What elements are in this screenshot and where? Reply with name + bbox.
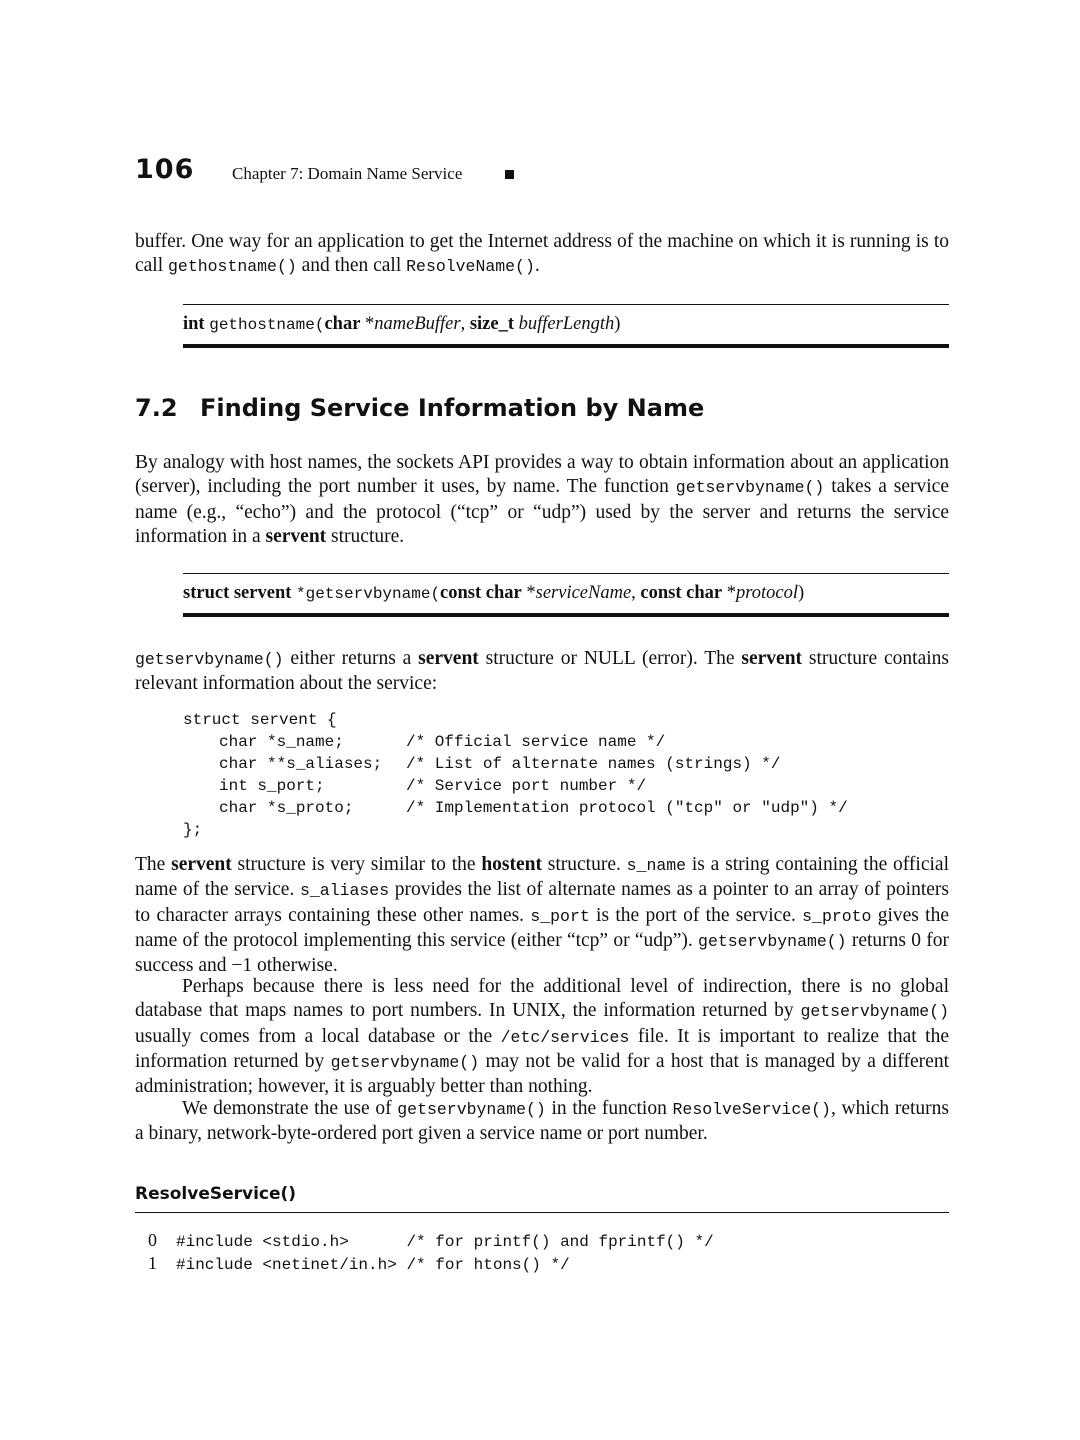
code-text: s_name: [626, 856, 687, 875]
code-line: struct servent {: [183, 711, 337, 729]
code-text: /etc/services: [500, 1027, 630, 1047]
code-text: ResolveName(): [406, 257, 535, 277]
text: is the port of the service.: [589, 904, 803, 926]
keyword: int: [183, 314, 205, 334]
text: buffer. One way for an application to get the Internet address of the machine on which it is running is to call: [135, 231, 949, 277]
text: either returns a: [283, 648, 419, 669]
code-text: s_port: [530, 906, 590, 926]
parameter-name: serviceName: [535, 583, 632, 603]
code-text: getservbyname(): [330, 1052, 480, 1072]
text: ,: [460, 314, 470, 334]
text: We demonstrate the use of: [182, 1098, 398, 1119]
section-title: Finding Service Information by Name: [200, 394, 705, 422]
rule-bottom: [183, 613, 949, 617]
keyword: struct servent: [183, 583, 292, 603]
code-comment: /* Official service name */: [406, 733, 666, 751]
code-text: ResolveService(): [672, 1100, 831, 1119]
code-comment: /* Implementation protocol ("tcp" or "udp") */: [406, 799, 848, 817]
function-name: *getservbyname(: [296, 585, 441, 603]
bold-term: servent: [418, 648, 479, 669]
paragraph-1: [135, 451, 949, 549]
line-number: 1: [148, 1253, 157, 1273]
function-name: gethostname(: [209, 316, 325, 334]
text: structure is very similar to the: [231, 854, 482, 875]
text: gives the name of the protocol implementing this service (either “tcp” or “udp”).: [135, 904, 949, 951]
code-text: s_proto: [802, 906, 872, 926]
listing-title: ResolveService(): [135, 1184, 297, 1204]
listing-rule: [135, 1212, 949, 1213]
text: in the function: [545, 1098, 673, 1119]
parameter-name: nameBuffer: [374, 314, 461, 334]
paragraph-5: [135, 1097, 949, 1147]
paragraph-3: [135, 853, 949, 978]
listing-line: [148, 1253, 570, 1275]
code-comment: /* List of alternate names (strings) */: [406, 755, 781, 773]
text: is a string containing the official name of the service.: [135, 854, 949, 901]
keyword: const char: [440, 583, 522, 603]
code-text: getservbyname(): [800, 1002, 949, 1022]
text: *: [722, 583, 736, 603]
code-decl: char **s_aliases;: [219, 755, 383, 773]
bold-term: servent: [741, 648, 803, 669]
code-decl: int s_port;: [219, 777, 325, 795]
code-line: };: [183, 821, 203, 839]
text: usually comes from a local database or the: [135, 1025, 501, 1047]
code-decl: char *s_name;: [219, 733, 344, 751]
keyword: size_t: [469, 314, 515, 334]
text: .: [534, 255, 540, 277]
text: provides the list of alternate names as a pointer to an array of pointers to character arrays containing these other names.: [135, 879, 949, 926]
code-text: getservbyname(): [397, 1100, 546, 1119]
text: ): [614, 314, 621, 334]
rule-bottom: [183, 344, 949, 348]
section-number: 7.2: [135, 394, 178, 422]
bold-term: servent: [171, 854, 232, 875]
text: The: [135, 854, 172, 875]
text: ): [798, 583, 805, 603]
text: may not be valid for a host that is managed by a different administration; however, it is arguably better than nothing.: [135, 1050, 949, 1098]
page-number: 106: [135, 154, 195, 185]
code-text: s_aliases: [299, 881, 390, 901]
keyword: char: [324, 314, 361, 334]
gethostname-prototype: [183, 314, 620, 335]
code-comment: /* Service port number */: [406, 777, 647, 795]
text: structure contains relevant information about the service:: [135, 648, 949, 695]
code-text: getservbyname(): [698, 931, 847, 951]
text: *: [360, 314, 375, 334]
text: and then call: [296, 255, 407, 277]
page-header: [135, 154, 955, 194]
code-text: getservbyname(): [675, 478, 825, 498]
text: takes a service name (e.g., “echo”) and the protocol (“tcp” or “udp”) used by the server and returns the service information in a: [135, 476, 949, 547]
text: *: [521, 583, 536, 603]
line-code: #include <netinet/in.h> /* for htons() */: [176, 1256, 570, 1274]
bold-term: hostent: [481, 854, 542, 875]
listing-line: [148, 1230, 714, 1252]
parameter-name: bufferLength: [518, 314, 615, 334]
keyword: const char: [640, 583, 723, 603]
text: returns 0 for success and −1 otherwise.: [135, 929, 949, 977]
text: structure or NULL (error). The: [478, 648, 742, 669]
text: ,: [631, 583, 641, 603]
getservbyname-prototype: [183, 583, 804, 604]
text: Perhaps because there is less need for the additional level of indirection, there is no global database that maps names to port numbers. In UNIX, the information returned by: [135, 976, 949, 1022]
text: file. It is important to realize that the information returned by: [135, 1025, 949, 1072]
section-heading: [135, 394, 704, 422]
paragraph-4: [135, 975, 949, 1099]
code-text: getservbyname(): [135, 650, 284, 669]
line-number: 0: [148, 1230, 157, 1250]
bold-term: servent: [265, 525, 327, 547]
running-head: Chapter 7: Domain Name Service: [232, 164, 463, 183]
rule-top: [183, 304, 949, 305]
intro-paragraph: [135, 230, 949, 280]
parameter-name: protocol: [736, 583, 799, 603]
getservbyname-prototype-box: [183, 573, 949, 633]
square-bullet-icon: [505, 170, 514, 179]
gethostname-prototype-box: [183, 304, 949, 364]
text: , which returns a binary, network-byte-ordered port given a service name or port number.: [135, 1098, 949, 1145]
text: structure.: [326, 525, 405, 547]
rule-top: [183, 573, 949, 574]
text: structure.: [541, 854, 627, 875]
text: By analogy with host names, the sockets API provides a way to obtain information about an application (server), including the port number it uses, by name. The function: [135, 452, 949, 498]
code-text: gethostname(): [168, 257, 297, 277]
paragraph-2: [135, 647, 949, 697]
line-code: #include <stdio.h> /* for printf() and fprintf() */: [176, 1233, 714, 1251]
code-decl: char *s_proto;: [219, 799, 354, 817]
